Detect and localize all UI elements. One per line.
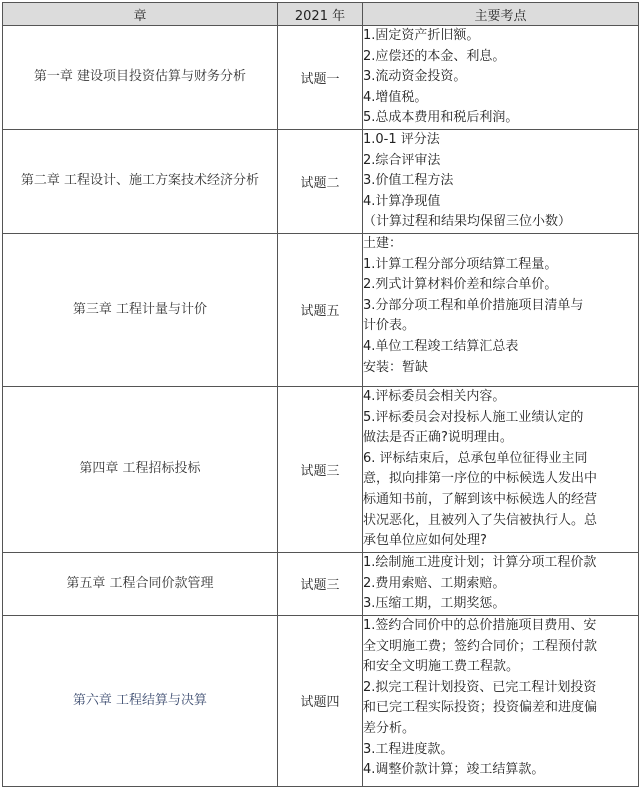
table-row — [3, 386, 639, 552]
point-line: 差分析。 — [363, 720, 416, 736]
point-line: 1.计算工程分部分项结算工程量。 — [363, 256, 558, 272]
exam-cell: 试题三 — [278, 386, 363, 552]
exam-syllabus-table — [2, 2, 639, 787]
points-cell — [363, 615, 639, 786]
points-cell — [363, 233, 639, 386]
point-line: 安装：暂缺 — [363, 359, 429, 375]
point-line: （计算过程和结果均保留三位小数） — [363, 214, 572, 230]
point-line: 2.费用索赔、工期索赔。 — [363, 575, 506, 591]
exam-cell: 试题一 — [278, 26, 363, 130]
point-line: 和安全文明施工费工程款。 — [363, 659, 520, 675]
point-line: 计价表。 — [363, 318, 416, 334]
chapter-cell: 第六章 工程结算与决算 — [3, 615, 278, 786]
point-line: 和已完工程实际投资；投资偏差和进度偏 — [363, 700, 598, 716]
point-line: 土建： — [363, 235, 403, 251]
points-cell — [363, 26, 639, 130]
chapter-cell: 第一章 建设项目投资估算与财务分析 — [3, 26, 278, 130]
header-chapter: 章 — [3, 3, 278, 26]
point-line: 5.评标委员会对投标人施工业绩认定的 — [363, 409, 584, 425]
point-line: 1.0-1 评分法 — [363, 131, 440, 147]
exam-cell: 试题三 — [278, 552, 363, 615]
point-line: 全文明施工费；签约合同价；工程预付款 — [363, 638, 598, 654]
point-line: 2.综合评审法 — [363, 152, 441, 168]
header-points: 主要考点 — [363, 3, 639, 26]
points-cell — [363, 129, 639, 233]
point-line: 6. 评标结束后，总承包单位征得业主同 — [363, 450, 588, 466]
point-line: 3.压缩工期，工期奖惩。 — [363, 596, 506, 612]
exam-cell: 试题二 — [278, 129, 363, 233]
header-year: 2021 年 — [278, 3, 363, 26]
point-line: 1.固定资产折旧额。 — [363, 28, 480, 43]
point-line: 4.计算净现值 — [363, 193, 441, 209]
point-line: 2.列式计算材料价差和综合单价。 — [363, 277, 558, 293]
point-line: 3.分部分项工程和单价措施项目清单与 — [363, 297, 584, 313]
points-cell — [363, 552, 639, 615]
chapter-cell: 第二章 工程设计、施工方案技术经济分析 — [3, 129, 278, 233]
table-header-row — [3, 3, 639, 26]
point-line: 3.工程进度款。 — [363, 741, 454, 757]
point-line: 标通知书前，了解到该中标候选人的经营 — [363, 491, 598, 507]
point-line: 3.流动资金投资。 — [363, 69, 467, 85]
table-row — [3, 615, 639, 786]
exam-cell: 试题四 — [278, 615, 363, 786]
points-cell — [363, 386, 639, 552]
point-line: 承包单位应如何处理? — [363, 533, 487, 549]
exam-cell: 试题五 — [278, 233, 363, 386]
point-line: 1.签约合同价中的总价措施项目费用、安 — [363, 617, 597, 633]
point-line: 2.拟完工程计划投资、已完工程计划投资 — [363, 679, 597, 695]
point-line: 4.单位工程竣工结算汇总表 — [363, 338, 519, 354]
table-row — [3, 26, 639, 130]
point-line: 状况恶化，且被列入了失信被执行人。总 — [363, 512, 598, 528]
table-row — [3, 552, 639, 615]
point-line: 做法是否正确?说明理由。 — [363, 430, 513, 446]
point-line: 2.应偿还的本金、利息。 — [363, 48, 506, 64]
table-row — [3, 129, 639, 233]
point-line: 4.评标委员会相关内容。 — [363, 388, 506, 404]
point-line: 4.增值税。 — [363, 89, 428, 105]
chapter-cell: 第五章 工程合同价款管理 — [3, 552, 278, 615]
chapter-cell: 第四章 工程招标投标 — [3, 386, 278, 552]
point-line: 5.总成本费用和税后利润。 — [363, 110, 519, 126]
chapter-cell: 第三章 工程计量与计价 — [3, 233, 278, 386]
point-line: 1.绘制施工进度计划；计算分项工程价款 — [363, 554, 597, 570]
point-line: 意，拟向排第一序位的中标候选人发出中 — [363, 471, 598, 487]
point-line: 4.调整价款计算；竣工结算款。 — [363, 762, 545, 778]
table-row — [3, 233, 639, 386]
point-line: 3.价值工程方法 — [363, 173, 454, 189]
